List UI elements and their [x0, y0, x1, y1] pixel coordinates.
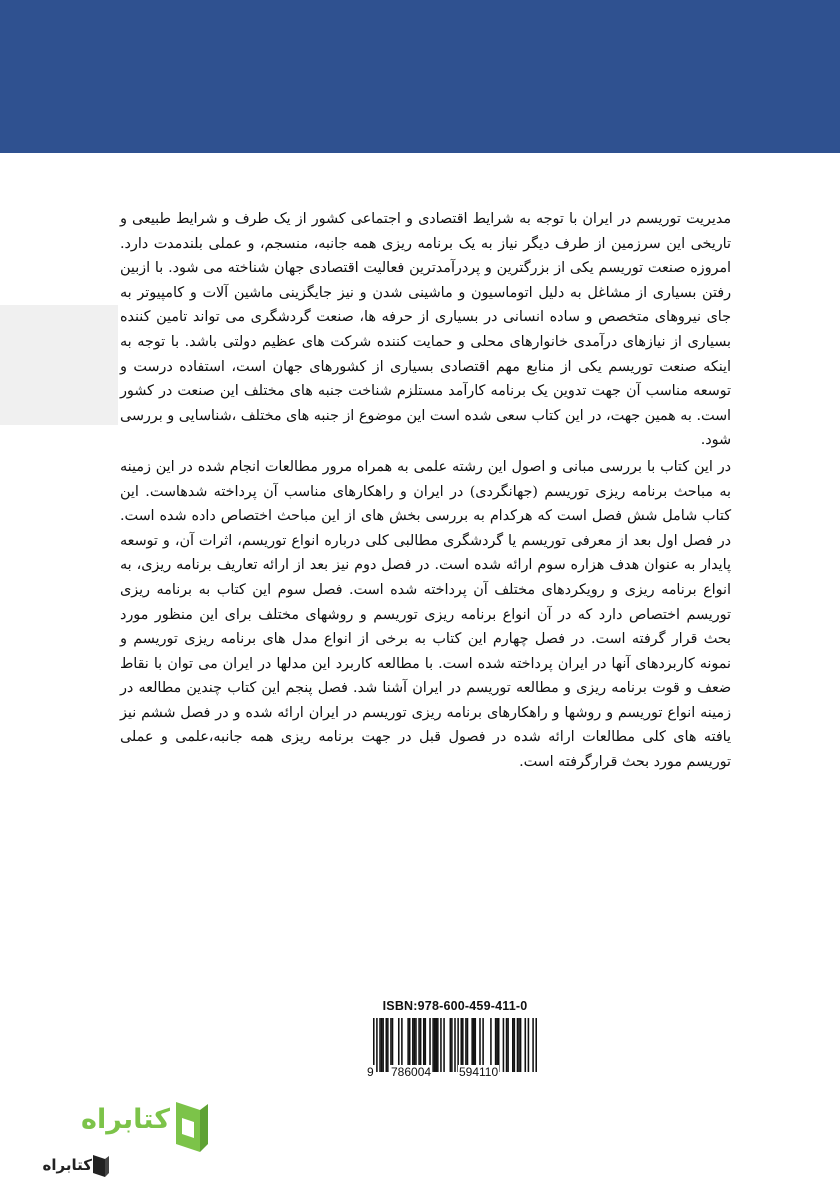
barcode-bar	[386, 1018, 388, 1072]
barcode-bar	[496, 1018, 498, 1072]
barcode-bar	[425, 1018, 427, 1072]
barcode-bar	[535, 1018, 537, 1072]
barcode-bar	[460, 1018, 462, 1072]
blurb-paragraph-1: مدیریت توریسم در ایران با توجه به شرایط اقتصادی و اجتماعی کشور از یک طرف و شرایط طبیعی و تاریخی این سرزمین از طرف دیگر نیاز به یک برنامه ریزی همه جانبه، منسجم، و عملی بلندمدت دارد. امروزه صنعت توریسم یکی از بزرگترین و پردرآمدترین فعالیت اقتصادی جهان شناخته می شود. با ازبین رفتن بسیاری از مشاغل به دلیل اتوماسیون و ماشینی شدن و نیز جایگزینی ماشین آلات و کامپیوتر به جای نیروهای متخصص و ساده انسانی در بسیاری از حرفه ها، صنعت گردشگری می تواند تامین کننده بسیاری از نیازهای درآمدی خانوارهای محلی و حمایت کننده شرکت های عظیم دولتی باشد. با توجه به اینکه صنعت توریسم یکی از منابع مهم اقتصادی بسیاری از کشورهای جهان است، استفاده درست و توسعه مناسب آن جهت تدوین یک برنامه کارآمد مستلزم شناخت جنبه های مختلف این صنعت در کشور است. به همین جهت، در این کتاب سعی شده است این موضوع از جنبه های مختلف ،شناسایی و بررسی شود.	[120, 211, 732, 449]
barcode-bar	[479, 1018, 481, 1072]
barcode-bar	[490, 1018, 492, 1072]
barcode-bar	[518, 1018, 520, 1072]
barcode-bar	[514, 1018, 516, 1072]
small-book-logo-icon	[90, 1153, 112, 1179]
watermark-brand-text: کتابراه	[81, 1104, 170, 1135]
back-cover-blurb	[120, 207, 731, 775]
barcode-bar	[407, 1018, 409, 1072]
barcode-bar	[520, 1018, 522, 1072]
barcode-bar	[415, 1018, 417, 1072]
barcode-bar	[473, 1018, 475, 1072]
barcode-bar	[409, 1018, 411, 1072]
barcode-bar	[432, 1018, 434, 1072]
book-logo-icon	[170, 1098, 212, 1156]
barcode-bar	[418, 1018, 420, 1072]
isbn-digits-left: 786004	[391, 1065, 432, 1079]
barcode-bar	[517, 1018, 519, 1072]
barcode-bar	[437, 1018, 439, 1072]
blurb-paragraph-2: در این کتاب با بررسی مبانی و اصول این رشته علمی به همراه مرور مطالعات انجام شده در این زمینه به مباحث برنامه ریزی توریسم (جهانگردی) در ایران و راهکارهای مناسب آن پرداخته شدهاست. این کتاب شامل شش فصل است که هرکدام به بررسی بخش های از این مباحث اختصاص داده شده است. در فصل اول بعد از معرفی توریسم یا گردشگری مطالبی کلی درباره انواع توریسم، اثرات آن، و توسعه پایدار به عنوان هدف هزاره سوم ارائه شده است. در فصل دوم نیز بعد از ارائه تعاریف برنامه ریزی، به انواع برنامه ریزی و رویکردهای مختلف آن پرداخته شده است. فصل سوم این کتاب به برنامه ریزی توریسم اختصاص دارد که در آن انواع برنامه ریزی توریسم و روشهای مختلف برای این منظور مورد بحث قرار گرفته است. در فصل چهارم این کتاب به برخی از انواع مدل های برنامه ریزی توریسم و نمونه کاربردهای آنها در ایران پرداخته شده است. با مطالعه کاربرد این مدلها در ایران می توان با نقاط ضعف و قوت برنامه ریزی و مطالعه توریسم در ایران آشنا شد. فصل پنجم این کتاب چندین مطالعه در زمینه انواع توریسم و روشها و راهکارهای برنامه ریزی توریسم در ایران ارائه شده و در فصل ششم نیز یافته های کلی مطالعات ارائه شده در فصول قبل در جهت برنامه ریزی همه جانبه،علمی و عملی توریسم مورد بحث قرارگرفته است.	[120, 458, 731, 771]
barcode-bar	[498, 1018, 500, 1072]
barcode-bar	[475, 1018, 477, 1072]
barcode-bar	[528, 1018, 530, 1072]
watermark-brand-sub-text: کتابراه	[42, 1156, 92, 1174]
barcode-bar	[465, 1018, 467, 1072]
barcode-bar	[454, 1018, 456, 1072]
cover-top-band	[0, 0, 840, 153]
barcode-bar	[379, 1018, 381, 1072]
barcode-bar	[376, 1018, 378, 1072]
isbn-label: ISBN:978-600-459-411-0	[382, 999, 528, 1013]
barcode-bar	[482, 1018, 484, 1072]
barcode-bar	[457, 1018, 459, 1072]
barcode-bar	[390, 1018, 392, 1072]
barcode-bar	[423, 1018, 425, 1072]
barcode-bar	[450, 1018, 452, 1072]
barcode-bar	[429, 1018, 431, 1072]
barcode-bar	[420, 1018, 422, 1072]
barcode-bar	[471, 1018, 473, 1072]
side-tab	[0, 305, 118, 425]
barcode-bar	[382, 1018, 384, 1072]
barcode-bar	[451, 1018, 453, 1072]
isbn-digits	[365, 1065, 545, 1081]
barcode-bar	[401, 1018, 403, 1072]
barcode-bar	[443, 1018, 445, 1072]
isbn-block	[365, 999, 545, 1084]
ketabrah-watermark	[42, 1098, 220, 1188]
barcode-bar	[506, 1018, 508, 1072]
barcode-bar	[381, 1018, 383, 1072]
barcode-bar	[525, 1018, 527, 1072]
barcode-bar	[462, 1018, 464, 1072]
barcode-bar	[398, 1018, 400, 1072]
isbn-digits-right: 594110	[459, 1065, 499, 1079]
barcode-bar	[412, 1018, 414, 1072]
barcode-bar	[495, 1018, 497, 1072]
barcode-bar	[467, 1018, 469, 1072]
barcode-bar	[532, 1018, 534, 1072]
barcode-bar	[373, 1018, 375, 1072]
isbn-digit-first: 9	[367, 1065, 374, 1079]
barcode-bar	[435, 1018, 437, 1072]
barcode-bar	[434, 1018, 436, 1072]
barcode-bar	[387, 1018, 389, 1072]
barcode-bar	[392, 1018, 394, 1072]
barcode-bar	[503, 1018, 505, 1072]
barcode-bar	[414, 1018, 416, 1072]
barcode-bar	[512, 1018, 514, 1072]
barcode-bar	[440, 1018, 442, 1072]
barcode-bar	[507, 1018, 509, 1072]
barcode	[373, 1018, 537, 1072]
